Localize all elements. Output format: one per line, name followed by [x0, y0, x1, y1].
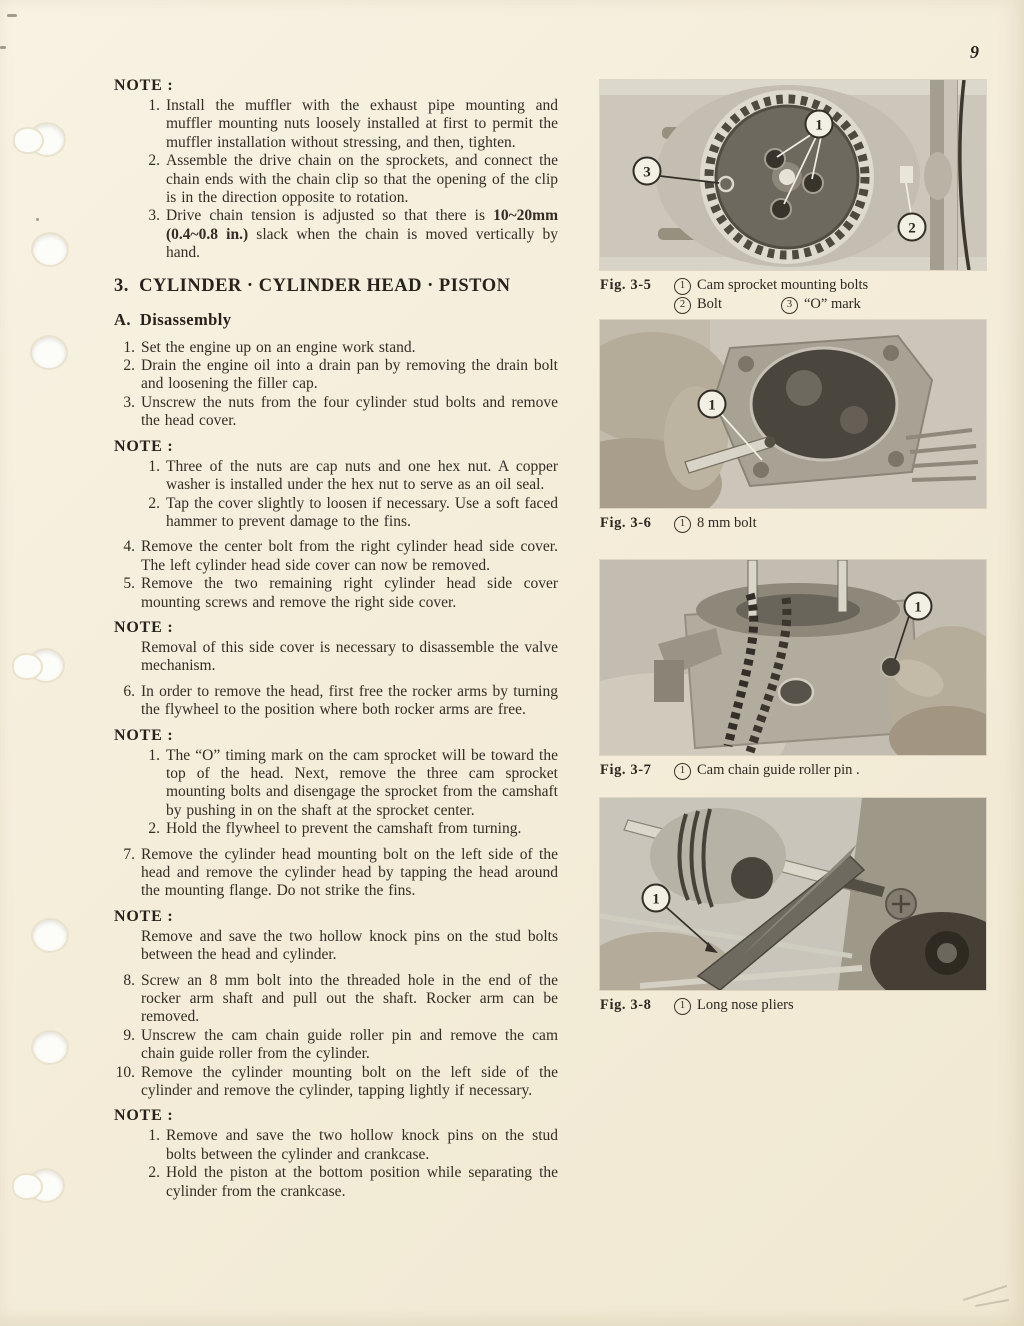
- item-number: 6.: [123, 682, 135, 700]
- callout-text: Long nose pliers: [697, 997, 794, 1013]
- note-label: NOTE :: [114, 1107, 174, 1125]
- step-item: [114, 683, 558, 720]
- section-heading: 3. CYLINDER · CYLINDER HEAD · PISTON: [114, 275, 511, 296]
- note-item: [139, 152, 558, 207]
- figure-label: Fig. 3-7: [600, 762, 652, 778]
- item-text: Install the muffler with the exhaust pipe mounting and muffler mounting nuts loosely installed at first to permit the muffler installation without stressing, and then, tighten.: [166, 97, 558, 151]
- figure-3-6: [600, 320, 986, 533]
- note-block: [114, 1107, 558, 1201]
- item-text: [166, 207, 558, 262]
- item-number: 2.: [148, 494, 160, 512]
- item-number: 2.: [148, 152, 160, 170]
- item-number: 1.: [148, 457, 160, 475]
- figure-label: Fig. 3-5: [600, 277, 652, 293]
- callout-number-icon: 1: [674, 516, 691, 533]
- item-number: 1.: [148, 97, 160, 114]
- callout-text: “O” mark: [804, 296, 861, 312]
- step-item: [114, 575, 558, 612]
- item-text: Unscrew the nuts from the four cylinder stud bolts and remove the head cover.: [141, 393, 558, 430]
- note-item: [139, 458, 558, 495]
- step-item: [114, 339, 558, 357]
- callout-balloon-number: 1: [914, 599, 922, 616]
- note-paragraph: Removal of this side cover is necessary to disassemble the valve mechanism.: [141, 638, 558, 675]
- text-segment: Drive chain tension is adjusted so that there is: [166, 207, 494, 225]
- note-paragraph: Remove and save the two hollow knock pins on the stud bolts between the head and cylinder.: [141, 927, 558, 964]
- item-number: 1.: [148, 746, 160, 764]
- sprocket-bolt: [765, 149, 785, 169]
- punch-hole: [32, 337, 66, 368]
- photo-cylinder-head: [600, 320, 986, 508]
- item-number: 4.: [123, 538, 135, 556]
- note-block: [114, 727, 558, 839]
- punch-hole: [33, 920, 67, 951]
- callout-text: Cam sprocket mounting bolts: [697, 277, 869, 293]
- callout-number-icon: 1: [674, 278, 691, 295]
- figure-column: [600, 80, 986, 1320]
- item-number: 1.: [123, 338, 135, 356]
- callout-balloon-number: 2: [908, 220, 916, 237]
- item-text: Remove the center bolt from the right cylinder head side cover. The left cylinder head side cover can now be removed.: [141, 538, 558, 574]
- note-label: NOTE :: [114, 77, 174, 94]
- page-number: 9: [970, 42, 979, 62]
- item-text: Drain the engine oil into a drain pan by removing the drain bolt and loosening the filler cap.: [141, 357, 558, 393]
- step-item: [114, 846, 558, 901]
- item-text: Three of the nuts are cap nuts and one hex nut. A copper washer is installed under the hex nut to serve as an oil seal.: [166, 457, 558, 494]
- stud-bolt: [838, 560, 847, 612]
- steps-block: [114, 538, 558, 612]
- item-number: 3.: [148, 207, 160, 225]
- item-number: 2.: [148, 820, 160, 838]
- item-number: 2.: [123, 357, 135, 375]
- photo-piston-pliers: [600, 798, 986, 990]
- item-text: Remove the two remaining right cylinder head side cover mounting screws and remove the right side cover.: [141, 575, 558, 611]
- figure-caption: [600, 996, 986, 1015]
- bolt-target: [900, 166, 913, 183]
- bold-text: 10~20mm (0.4~0.8 in.): [166, 207, 558, 243]
- figure-caption: [600, 276, 986, 314]
- note-label: NOTE :: [114, 618, 174, 636]
- figure-caption: [600, 761, 986, 780]
- callout-text: 8 mm bolt: [697, 515, 757, 531]
- step-item: [114, 357, 558, 394]
- photo-cam-chain-roller: [600, 560, 986, 755]
- item-text: Hold the flywheel to prevent the camshaft from turning.: [166, 820, 522, 838]
- figure-3-8: [600, 798, 986, 1015]
- item-text: Assemble the drive chain on the sprockets, and connect the chain ends with the chain clip so that the opening of the clip is in the direction opposite to rotation.: [166, 152, 558, 207]
- note-item: [139, 1164, 558, 1201]
- item-number: 2.: [148, 1164, 160, 1182]
- item-text: Remove the cylinder mounting bolt on the left side of the cylinder and remove the cylinder, tapping lightly if necessary.: [141, 1063, 558, 1100]
- item-text: Tap the cover slightly to loosen if necessary. Use a soft faced hammer to prevent damage to the fins.: [166, 494, 558, 530]
- step-item: [114, 1027, 558, 1064]
- callout-text: Cam chain guide roller pin .: [697, 762, 860, 778]
- note-item: [139, 1127, 558, 1164]
- item-number: 7.: [123, 845, 135, 863]
- callout-number-icon: 3: [781, 297, 798, 314]
- note-block: [114, 438, 558, 532]
- guide-roller-pin: [881, 657, 901, 677]
- note-label: NOTE :: [114, 907, 174, 925]
- item-text: Remove the cylinder head mounting bolt on the left side of the head and remove the cylinder head by tapping the head around the mounting flange. Do not strike the fins.: [141, 845, 558, 900]
- note-label: NOTE :: [114, 726, 174, 744]
- item-number: 5.: [123, 575, 135, 593]
- item-number: 8.: [123, 971, 135, 989]
- figure-label: Fig. 3-6: [600, 515, 652, 531]
- item-text: Unscrew the cam chain guide roller pin and remove the cam chain guide roller from the cylinder.: [141, 1026, 558, 1063]
- note-item: [139, 820, 558, 838]
- sprocket-bolt: [771, 199, 791, 219]
- note-item: [139, 207, 558, 262]
- callout-number-icon: 2: [674, 297, 691, 314]
- callout-number-icon: 1: [674, 763, 691, 780]
- figure-3-7: [600, 560, 986, 780]
- photo-cam-sprocket: [600, 80, 986, 270]
- item-number: 9.: [123, 1026, 135, 1044]
- note-item: [139, 747, 558, 821]
- note-block: [114, 908, 558, 965]
- note-item: [139, 495, 558, 532]
- text-column: [114, 76, 558, 1208]
- steps-block: [114, 683, 558, 720]
- item-text: Screw an 8 mm bolt into the threaded hole in the end of the rocker arm shaft and pull out the shaft. Rocker arm can be removed.: [141, 971, 558, 1026]
- punch-hole: [33, 234, 67, 265]
- punch-hole: [30, 124, 64, 155]
- note-label: NOTE :: [114, 437, 174, 455]
- steps-block: [114, 972, 558, 1101]
- note-item: [139, 97, 558, 152]
- figure-caption: [600, 514, 986, 533]
- steps-block: [114, 339, 558, 431]
- step-item: [114, 972, 558, 1027]
- callout-balloon-number: 1: [815, 117, 823, 134]
- scan-speck: [36, 218, 39, 221]
- callout-balloon-number: 3: [643, 164, 651, 181]
- item-number: 1.: [148, 1127, 160, 1145]
- steps-block: [114, 846, 558, 901]
- callout-number-icon: 1: [674, 998, 691, 1015]
- note-block: [114, 619, 558, 676]
- note-block: [114, 77, 558, 263]
- step-item: [114, 538, 558, 575]
- item-text: Hold the piston at the bottom position while separating the cylinder from the crankcase.: [166, 1164, 558, 1200]
- punch-hole: [29, 650, 63, 681]
- figure-3-5: [600, 80, 986, 314]
- text-segment: slack when the chain is moved vertically by hand.: [166, 225, 559, 262]
- step-item: [114, 1064, 558, 1101]
- callout-balloon-number: 1: [708, 397, 716, 414]
- item-number: 3.: [123, 393, 135, 411]
- callout-balloon-number: 1: [652, 891, 660, 908]
- item-text: Remove and save the two hollow knock pins on the stud bolts between the cylinder and crankcase.: [166, 1127, 558, 1163]
- item-text: In order to remove the head, first free the rocker arms by turning the flywheel to the position where both rocker arms are free.: [141, 682, 558, 719]
- item-text: Set the engine up on an engine work stand.: [141, 338, 416, 356]
- figure-label: Fig. 3-8: [600, 997, 652, 1013]
- scan-speck: [7, 14, 17, 17]
- sub-heading: A. Disassembly: [114, 309, 232, 329]
- punch-hole: [33, 1032, 67, 1063]
- callout-text: Bolt: [697, 296, 722, 312]
- step-item: [114, 394, 558, 431]
- punch-hole: [29, 1170, 63, 1201]
- item-text: The “O” timing mark on the cam sprocket will be toward the top of the head. Next, remove the three cam sprocket mounting bolts and disengage the sprocket from the camshaft by pushing in on the shaft at the sprocket center.: [166, 746, 558, 819]
- item-number: 10.: [115, 1063, 135, 1081]
- scan-speck: [0, 46, 6, 49]
